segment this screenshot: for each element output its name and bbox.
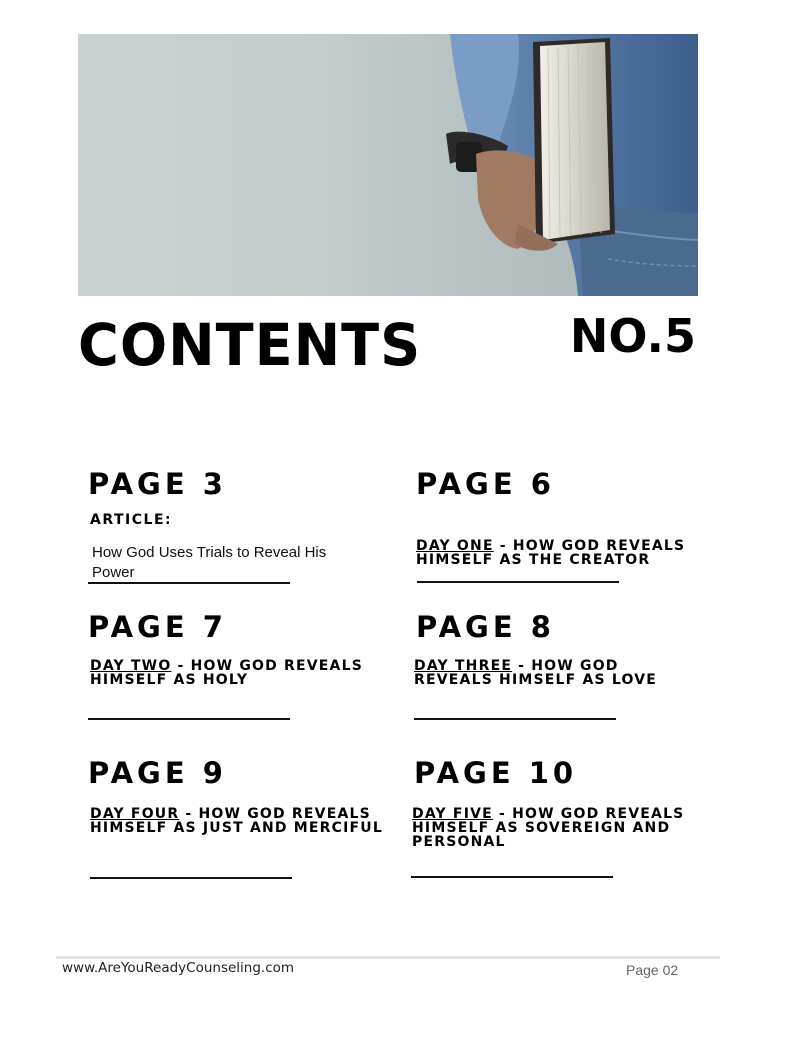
section-divider (414, 718, 616, 720)
section-divider (417, 581, 619, 583)
website-link[interactable]: www.AreYouReadyCounseling.com (62, 960, 295, 976)
contents-title: CONTENTS (78, 311, 422, 379)
day-four-entry[interactable] (90, 807, 385, 835)
page-8-heading: PAGE 8 (416, 610, 555, 644)
day-five-entry[interactable] (412, 807, 712, 849)
page-9-heading: PAGE 9 (88, 756, 227, 790)
day-one-entry[interactable] (416, 539, 716, 567)
section-divider (88, 718, 290, 720)
page-3-heading: PAGE 3 (88, 467, 227, 501)
section-divider (411, 876, 613, 878)
article-title[interactable]: How God Uses Trials to Reveal His Power (92, 544, 327, 581)
page-7-heading: PAGE 7 (88, 610, 227, 644)
day-two-description: - HOW GOD REVEALS HIMSELF AS HOLY (90, 658, 363, 688)
hero-photo (78, 34, 698, 296)
day-five-description: - HOW GOD REVEALS HIMSELF AS SOVEREIGN AND PERSONAL (412, 806, 685, 850)
day-three-description: - HOW GOD REVEALS HIMSELF AS LOVE (414, 658, 658, 688)
man-holding-bible-illustration (78, 34, 698, 296)
section-divider (88, 582, 290, 584)
day-three-entry[interactable] (414, 659, 669, 687)
section-divider (90, 877, 292, 879)
article-label: ARTICLE: (90, 512, 173, 528)
day-one-description: - HOW GOD REVEALS HIMSELF AS THE CREATOR (416, 538, 686, 568)
day-two-link[interactable]: DAY TWO (90, 658, 172, 674)
day-five-link[interactable]: DAY FIVE (412, 806, 493, 822)
day-three-link[interactable]: DAY THREE (414, 658, 513, 674)
footer-divider (56, 956, 720, 959)
day-four-description: - HOW GOD REVEALS HIMSELF AS JUST AND MERCIFUL (90, 806, 383, 836)
page-number: Page 02 (626, 962, 679, 978)
page-6-heading: PAGE 6 (416, 467, 555, 501)
issue-number: NO.5 (569, 309, 696, 363)
day-one-link[interactable]: DAY ONE (416, 538, 494, 554)
day-four-link[interactable]: DAY FOUR (90, 806, 180, 822)
page-10-heading: PAGE 10 (414, 756, 578, 790)
day-two-entry[interactable] (90, 659, 385, 687)
